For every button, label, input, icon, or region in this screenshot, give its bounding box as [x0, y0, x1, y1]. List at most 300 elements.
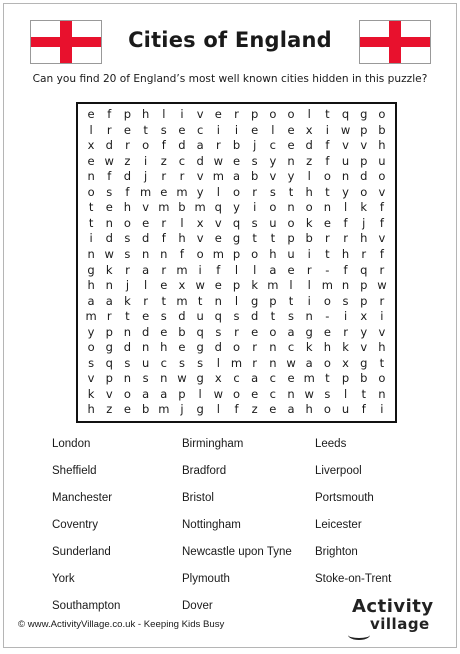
grid-cell[interactable]: c	[269, 371, 276, 386]
grid-cell[interactable]: o	[123, 215, 131, 230]
grid-cell[interactable]: s	[160, 122, 167, 137]
grid-cell[interactable]: h	[123, 200, 132, 215]
grid-cell[interactable]: r	[379, 262, 385, 277]
grid-cell[interactable]: v	[378, 324, 386, 339]
grid-cell[interactable]: m	[158, 402, 170, 417]
grid-cell[interactable]: s	[124, 246, 131, 261]
grid-cell[interactable]: p	[360, 293, 368, 308]
grid-cell[interactable]: f	[379, 246, 384, 261]
grid-cell[interactable]: t	[325, 246, 330, 261]
grid-cell[interactable]: r	[125, 138, 130, 153]
grid-cell[interactable]: p	[123, 107, 132, 122]
grid-cell[interactable]: l	[162, 107, 166, 122]
grid-cell[interactable]: s	[88, 355, 95, 370]
grid-cell[interactable]: h	[378, 340, 386, 355]
grid-cell[interactable]: f	[107, 107, 112, 122]
grid-cell[interactable]: p	[178, 386, 186, 401]
grid-cell[interactable]: t	[270, 231, 276, 246]
grid-cell[interactable]: t	[197, 293, 203, 308]
grid-cell[interactable]: g	[251, 293, 259, 308]
grid-cell[interactable]: t	[325, 371, 330, 386]
grid-cell[interactable]: r	[143, 293, 148, 308]
grid-cell[interactable]: e	[123, 122, 131, 137]
grid-cell[interactable]: d	[105, 231, 113, 246]
grid-cell[interactable]: l	[144, 278, 148, 293]
grid-cell[interactable]: a	[287, 402, 295, 417]
grid-cell[interactable]: o	[196, 246, 204, 261]
grid-cell[interactable]: e	[287, 371, 295, 386]
grid-cell[interactable]: v	[360, 340, 368, 355]
grid-cell[interactable]: k	[305, 215, 313, 230]
grid-cell[interactable]: j	[362, 215, 366, 230]
grid-cell[interactable]: o	[232, 340, 241, 355]
grid-cell[interactable]: i	[144, 153, 148, 168]
grid-cell[interactable]: s	[106, 184, 113, 199]
grid-cell[interactable]: n	[141, 246, 150, 261]
grid-cell[interactable]: o	[251, 246, 259, 261]
grid-cell[interactable]: f	[343, 262, 348, 277]
grid-cell[interactable]: v	[269, 169, 277, 184]
grid-cell[interactable]: p	[360, 122, 368, 137]
grid-cell[interactable]: i	[325, 122, 329, 137]
grid-cell[interactable]: e	[214, 278, 222, 293]
grid-cell[interactable]: y	[87, 324, 95, 339]
grid-cell[interactable]: f	[325, 153, 330, 168]
grid-cell[interactable]: n	[269, 355, 277, 370]
grid-cell[interactable]: o	[323, 355, 331, 370]
grid-cell[interactable]: j	[125, 278, 130, 293]
grid-cell[interactable]: e	[251, 122, 259, 137]
grid-cell[interactable]: r	[252, 355, 258, 370]
grid-cell[interactable]: e	[287, 122, 295, 137]
grid-cell[interactable]: d	[178, 309, 186, 324]
grid-cell[interactable]: q	[214, 309, 222, 324]
grid-cell[interactable]: y	[360, 324, 368, 339]
grid-cell[interactable]: a	[232, 169, 241, 184]
grid-cell[interactable]: w	[104, 153, 114, 168]
grid-cell[interactable]: n	[287, 386, 295, 401]
grid-cell[interactable]: g	[360, 107, 368, 122]
grid-cell[interactable]: v	[214, 215, 222, 230]
grid-cell[interactable]: g	[196, 371, 204, 386]
grid-cell[interactable]: p	[105, 324, 113, 339]
grid-cell[interactable]: l	[253, 262, 257, 277]
grid-cell[interactable]: e	[142, 309, 150, 324]
grid-cell[interactable]: w	[340, 122, 351, 137]
grid-cell[interactable]: c	[287, 340, 295, 355]
grid-cell[interactable]: n	[87, 246, 95, 261]
grid-cell[interactable]: n	[105, 278, 113, 293]
grid-cell[interactable]: v	[378, 184, 386, 199]
grid-cell[interactable]: h	[305, 402, 313, 417]
grid-cell[interactable]: n	[378, 386, 386, 401]
grid-cell[interactable]: a	[269, 262, 277, 277]
grid-cell[interactable]: s	[124, 355, 131, 370]
grid-cell[interactable]: m	[303, 371, 315, 386]
grid-cell[interactable]: n	[214, 293, 222, 308]
grid-cell[interactable]: f	[161, 138, 166, 153]
grid-cell[interactable]: r	[379, 293, 385, 308]
grid-cell[interactable]: e	[142, 215, 150, 230]
grid-cell[interactable]: s	[233, 309, 240, 324]
grid-cell[interactable]: i	[307, 293, 311, 308]
grid-cell[interactable]: e	[160, 184, 168, 199]
grid-cell[interactable]: k	[360, 200, 368, 215]
grid-cell[interactable]: s	[324, 386, 331, 401]
grid-cell[interactable]: d	[123, 340, 132, 355]
grid-cell[interactable]: s	[269, 184, 276, 199]
grid-cell[interactable]: w	[213, 386, 224, 401]
grid-cell[interactable]: o	[378, 371, 386, 386]
grid-cell[interactable]: l	[234, 262, 239, 277]
grid-cell[interactable]: n	[160, 246, 168, 261]
grid-cell[interactable]: t	[270, 309, 276, 324]
grid-cell[interactable]: p	[251, 107, 259, 122]
grid-cell[interactable]: i	[253, 200, 257, 215]
grid-cell[interactable]: n	[269, 340, 277, 355]
grid-cell[interactable]: s	[124, 231, 131, 246]
grid-cell[interactable]: j	[144, 169, 148, 184]
grid-cell[interactable]: o	[287, 107, 295, 122]
grid-cell[interactable]: f	[107, 169, 112, 184]
grid-cell[interactable]: h	[305, 184, 313, 199]
grid-cell[interactable]: t	[161, 293, 167, 308]
grid-cell[interactable]: s	[142, 371, 149, 386]
grid-cell[interactable]: w	[286, 355, 296, 370]
grid-cell[interactable]: o	[378, 107, 386, 122]
grid-cell[interactable]: e	[232, 153, 241, 168]
grid-cell[interactable]: c	[269, 386, 276, 401]
grid-cell[interactable]: s	[251, 153, 258, 168]
grid-cell[interactable]: z	[106, 402, 113, 417]
grid-cell[interactable]: r	[343, 324, 348, 339]
grid-cell[interactable]: z	[160, 153, 167, 168]
grid-cell[interactable]: d	[251, 309, 259, 324]
grid-cell[interactable]: j	[180, 402, 184, 417]
grid-cell[interactable]: m	[85, 309, 97, 324]
grid-cell[interactable]: o	[378, 169, 386, 184]
grid-cell[interactable]: m	[176, 184, 188, 199]
grid-cell[interactable]: r	[361, 246, 367, 261]
grid-cell[interactable]: n	[160, 371, 168, 386]
grid-cell[interactable]: a	[160, 386, 168, 401]
grid-cell[interactable]: r	[252, 184, 258, 199]
grid-cell[interactable]: b	[378, 122, 386, 137]
grid-cell[interactable]: n	[305, 309, 313, 324]
grid-cell[interactable]: o	[323, 293, 331, 308]
grid-cell[interactable]: b	[178, 324, 186, 339]
grid-cell[interactable]: o	[232, 184, 241, 199]
grid-cell[interactable]: q	[196, 324, 204, 339]
grid-cell[interactable]: p	[232, 278, 241, 293]
grid-cell[interactable]: a	[142, 386, 150, 401]
grid-cell[interactable]: e	[123, 402, 131, 417]
grid-cell[interactable]: f	[179, 246, 184, 261]
grid-cell[interactable]: m	[140, 184, 152, 199]
grid-cell[interactable]: b	[305, 231, 313, 246]
grid-cell[interactable]: i	[380, 402, 384, 417]
grid-cell[interactable]: f	[343, 215, 348, 230]
grid-cell[interactable]: e	[105, 200, 113, 215]
grid-cell[interactable]: g	[105, 340, 113, 355]
grid-cell[interactable]: f	[125, 184, 130, 199]
grid-cell[interactable]: o	[360, 184, 368, 199]
grid-cell[interactable]: p	[360, 278, 368, 293]
grid-cell[interactable]: z	[124, 153, 131, 168]
grid-cell[interactable]: b	[141, 402, 150, 417]
grid-cell[interactable]: v	[342, 138, 349, 153]
grid-cell[interactable]: z	[306, 153, 313, 168]
grid-cell[interactable]: k	[251, 278, 258, 293]
grid-cell[interactable]: t	[88, 215, 94, 230]
grid-cell[interactable]: i	[89, 231, 93, 246]
grid-cell[interactable]: w	[104, 246, 114, 261]
grid-cell[interactable]: o	[269, 324, 277, 339]
grid-cell[interactable]: n	[123, 324, 132, 339]
grid-cell[interactable]: e	[160, 278, 168, 293]
grid-cell[interactable]: e	[323, 215, 331, 230]
grid-cell[interactable]: l	[289, 278, 293, 293]
grid-cell[interactable]: y	[196, 184, 204, 199]
grid-cell[interactable]: l	[307, 107, 311, 122]
grid-cell[interactable]: r	[161, 169, 167, 184]
grid-cell[interactable]: s	[178, 355, 185, 370]
grid-cell[interactable]: q	[341, 107, 350, 122]
grid-cell[interactable]: h	[341, 246, 350, 261]
grid-cell[interactable]: l	[343, 386, 348, 401]
grid-cell[interactable]: y	[269, 153, 277, 168]
grid-cell[interactable]: h	[269, 246, 277, 261]
grid-cell[interactable]: l	[216, 184, 220, 199]
grid-cell[interactable]: p	[341, 371, 350, 386]
grid-cell[interactable]: v	[87, 371, 95, 386]
grid-cell[interactable]: t	[288, 184, 294, 199]
grid-cell[interactable]: o	[323, 402, 331, 417]
grid-cell[interactable]: r	[234, 324, 239, 339]
grid-cell[interactable]: h	[360, 231, 368, 246]
grid-cell[interactable]: h	[87, 278, 95, 293]
grid-cell[interactable]: d	[214, 340, 222, 355]
grid-cell[interactable]: l	[307, 278, 311, 293]
grid-cell[interactable]: x	[87, 138, 95, 153]
grid-cell[interactable]: s	[197, 355, 204, 370]
grid-cell[interactable]: y	[233, 200, 240, 215]
grid-cell[interactable]: -	[325, 262, 330, 277]
grid-cell[interactable]: v	[105, 386, 113, 401]
grid-cell[interactable]: s	[215, 324, 222, 339]
grid-cell[interactable]: w	[177, 371, 187, 386]
grid-cell[interactable]: f	[325, 138, 330, 153]
grid-cell[interactable]: o	[232, 386, 241, 401]
grid-cell[interactable]: e	[160, 324, 168, 339]
grid-cell[interactable]: b	[178, 200, 186, 215]
grid-cell[interactable]: x	[360, 309, 368, 324]
grid-cell[interactable]: t	[288, 293, 294, 308]
grid-cell[interactable]: t	[143, 122, 148, 137]
grid-cell[interactable]: m	[158, 200, 170, 215]
grid-cell[interactable]: r	[234, 107, 239, 122]
grid-cell[interactable]: h	[178, 231, 186, 246]
grid-cell[interactable]: r	[343, 231, 348, 246]
grid-cell[interactable]: t	[125, 309, 130, 324]
grid-cell[interactable]: e	[251, 386, 259, 401]
grid-cell[interactable]: a	[105, 293, 113, 308]
grid-cell[interactable]: i	[307, 246, 311, 261]
grid-cell[interactable]: a	[251, 371, 259, 386]
grid-cell[interactable]: f	[361, 402, 366, 417]
grid-cell[interactable]: v	[360, 138, 368, 153]
grid-cell[interactable]: o	[142, 138, 150, 153]
grid-cell[interactable]: v	[196, 231, 204, 246]
grid-cell[interactable]: o	[323, 169, 331, 184]
grid-cell[interactable]: c	[160, 355, 167, 370]
grid-cell[interactable]: f	[216, 262, 221, 277]
grid-cell[interactable]: t	[361, 386, 366, 401]
grid-cell[interactable]: r	[125, 262, 130, 277]
grid-cell[interactable]: p	[105, 371, 113, 386]
grid-cell[interactable]: h	[160, 340, 168, 355]
grid-cell[interactable]: s	[288, 309, 295, 324]
grid-cell[interactable]: c	[233, 371, 240, 386]
grid-cell[interactable]: g	[196, 340, 204, 355]
grid-cell[interactable]: r	[179, 169, 185, 184]
grid-cell[interactable]: o	[269, 200, 277, 215]
grid-cell[interactable]: r	[325, 231, 330, 246]
grid-cell[interactable]: n	[287, 153, 295, 168]
grid-cell[interactable]: n	[87, 169, 95, 184]
grid-cell[interactable]: e	[87, 153, 95, 168]
grid-cell[interactable]: g	[360, 355, 368, 370]
grid-cell[interactable]: o	[87, 340, 95, 355]
grid-cell[interactable]: m	[321, 278, 333, 293]
grid-cell[interactable]: x	[305, 122, 313, 137]
grid-cell[interactable]: c	[178, 153, 186, 168]
grid-cell[interactable]: i	[198, 262, 202, 277]
grid-cell[interactable]: e	[178, 122, 186, 137]
grid-cell[interactable]: m	[176, 293, 188, 308]
grid-cell[interactable]: u	[196, 309, 204, 324]
grid-cell[interactable]: l	[216, 402, 220, 417]
word-search-grid[interactable]	[76, 102, 397, 423]
grid-cell[interactable]: l	[89, 122, 93, 137]
grid-cell[interactable]: r	[106, 122, 112, 137]
grid-cell[interactable]: k	[342, 340, 349, 355]
grid-cell[interactable]: i	[380, 309, 384, 324]
grid-cell[interactable]: a	[287, 324, 295, 339]
grid-cell[interactable]: t	[325, 184, 330, 199]
grid-cell[interactable]: o	[87, 184, 95, 199]
grid-cell[interactable]: s	[160, 309, 167, 324]
grid-cell[interactable]: l	[216, 355, 220, 370]
grid-cell[interactable]: u	[341, 402, 350, 417]
grid-cell[interactable]: d	[196, 153, 204, 168]
grid-cell[interactable]: d	[123, 169, 132, 184]
grid-cell[interactable]: c	[196, 122, 204, 137]
grid-cell[interactable]: q	[232, 215, 241, 230]
grid-cell[interactable]: o	[269, 107, 277, 122]
grid-cell[interactable]: f	[379, 215, 384, 230]
grid-cell[interactable]: l	[198, 386, 202, 401]
grid-cell[interactable]: t	[379, 355, 385, 370]
grid-cell[interactable]: e	[251, 324, 259, 339]
grid-cell[interactable]: w	[304, 386, 314, 401]
grid-cell[interactable]: v	[378, 231, 386, 246]
grid-cell[interactable]: n	[341, 278, 350, 293]
grid-cell[interactable]: b	[251, 169, 259, 184]
grid-cell[interactable]: k	[124, 293, 131, 308]
grid-cell[interactable]: m	[230, 355, 243, 370]
grid-cell[interactable]: q	[360, 262, 368, 277]
grid-cell[interactable]: w	[213, 153, 224, 168]
grid-cell[interactable]: d	[105, 138, 113, 153]
grid-cell[interactable]: -	[325, 309, 330, 324]
grid-cell[interactable]: n	[141, 340, 150, 355]
grid-cell[interactable]: m	[212, 246, 224, 261]
grid-cell[interactable]: z	[251, 402, 258, 417]
grid-cell[interactable]: f	[161, 231, 166, 246]
grid-cell[interactable]: d	[360, 169, 368, 184]
grid-cell[interactable]: d	[305, 138, 313, 153]
grid-cell[interactable]: r	[306, 262, 312, 277]
grid-cell[interactable]: u	[141, 355, 150, 370]
grid-cell[interactable]: a	[196, 138, 204, 153]
grid-cell[interactable]: l	[343, 200, 348, 215]
grid-cell[interactable]: u	[378, 153, 386, 168]
grid-cell[interactable]: r	[106, 309, 112, 324]
grid-cell[interactable]: l	[307, 169, 311, 184]
grid-cell[interactable]: i	[180, 107, 184, 122]
grid-cell[interactable]: e	[287, 262, 295, 277]
grid-cell[interactable]: q	[214, 200, 222, 215]
grid-cell[interactable]: x	[342, 355, 349, 370]
grid-cell[interactable]: g	[305, 324, 313, 339]
grid-cell[interactable]: b	[360, 371, 368, 386]
grid-cell[interactable]: e	[269, 402, 277, 417]
grid-cell[interactable]: k	[105, 262, 113, 277]
grid-cell[interactable]: u	[287, 246, 295, 261]
grid-cell[interactable]: x	[214, 371, 222, 386]
grid-cell[interactable]: h	[141, 107, 150, 122]
grid-cell[interactable]: i	[234, 122, 239, 137]
grid-cell[interactable]: s	[251, 215, 258, 230]
grid-cell[interactable]: m	[194, 200, 206, 215]
grid-cell[interactable]: n	[123, 371, 132, 386]
grid-cell[interactable]: r	[161, 262, 167, 277]
grid-cell[interactable]: e	[214, 231, 222, 246]
grid-cell[interactable]: a	[305, 355, 313, 370]
grid-cell[interactable]: t	[325, 107, 330, 122]
grid-cell[interactable]: y	[287, 169, 295, 184]
grid-cell[interactable]: r	[215, 138, 221, 153]
grid-cell[interactable]: e	[287, 138, 295, 153]
grid-cell[interactable]: n	[287, 200, 295, 215]
grid-cell[interactable]: t	[88, 200, 94, 215]
grid-cell[interactable]: m	[176, 262, 188, 277]
grid-cell[interactable]: a	[87, 293, 95, 308]
grid-cell[interactable]: r	[252, 340, 258, 355]
grid-cell[interactable]: w	[195, 278, 205, 293]
grid-cell[interactable]: g	[87, 262, 95, 277]
grid-cell[interactable]: v	[142, 200, 150, 215]
grid-cell[interactable]: p	[360, 153, 368, 168]
grid-cell[interactable]: i	[216, 122, 220, 137]
grid-cell[interactable]: n	[105, 215, 113, 230]
grid-cell[interactable]: n	[323, 200, 332, 215]
grid-cell[interactable]: e	[323, 324, 331, 339]
grid-cell[interactable]: j	[253, 138, 257, 153]
grid-cell[interactable]: o	[123, 386, 131, 401]
grid-cell[interactable]: q	[105, 355, 113, 370]
